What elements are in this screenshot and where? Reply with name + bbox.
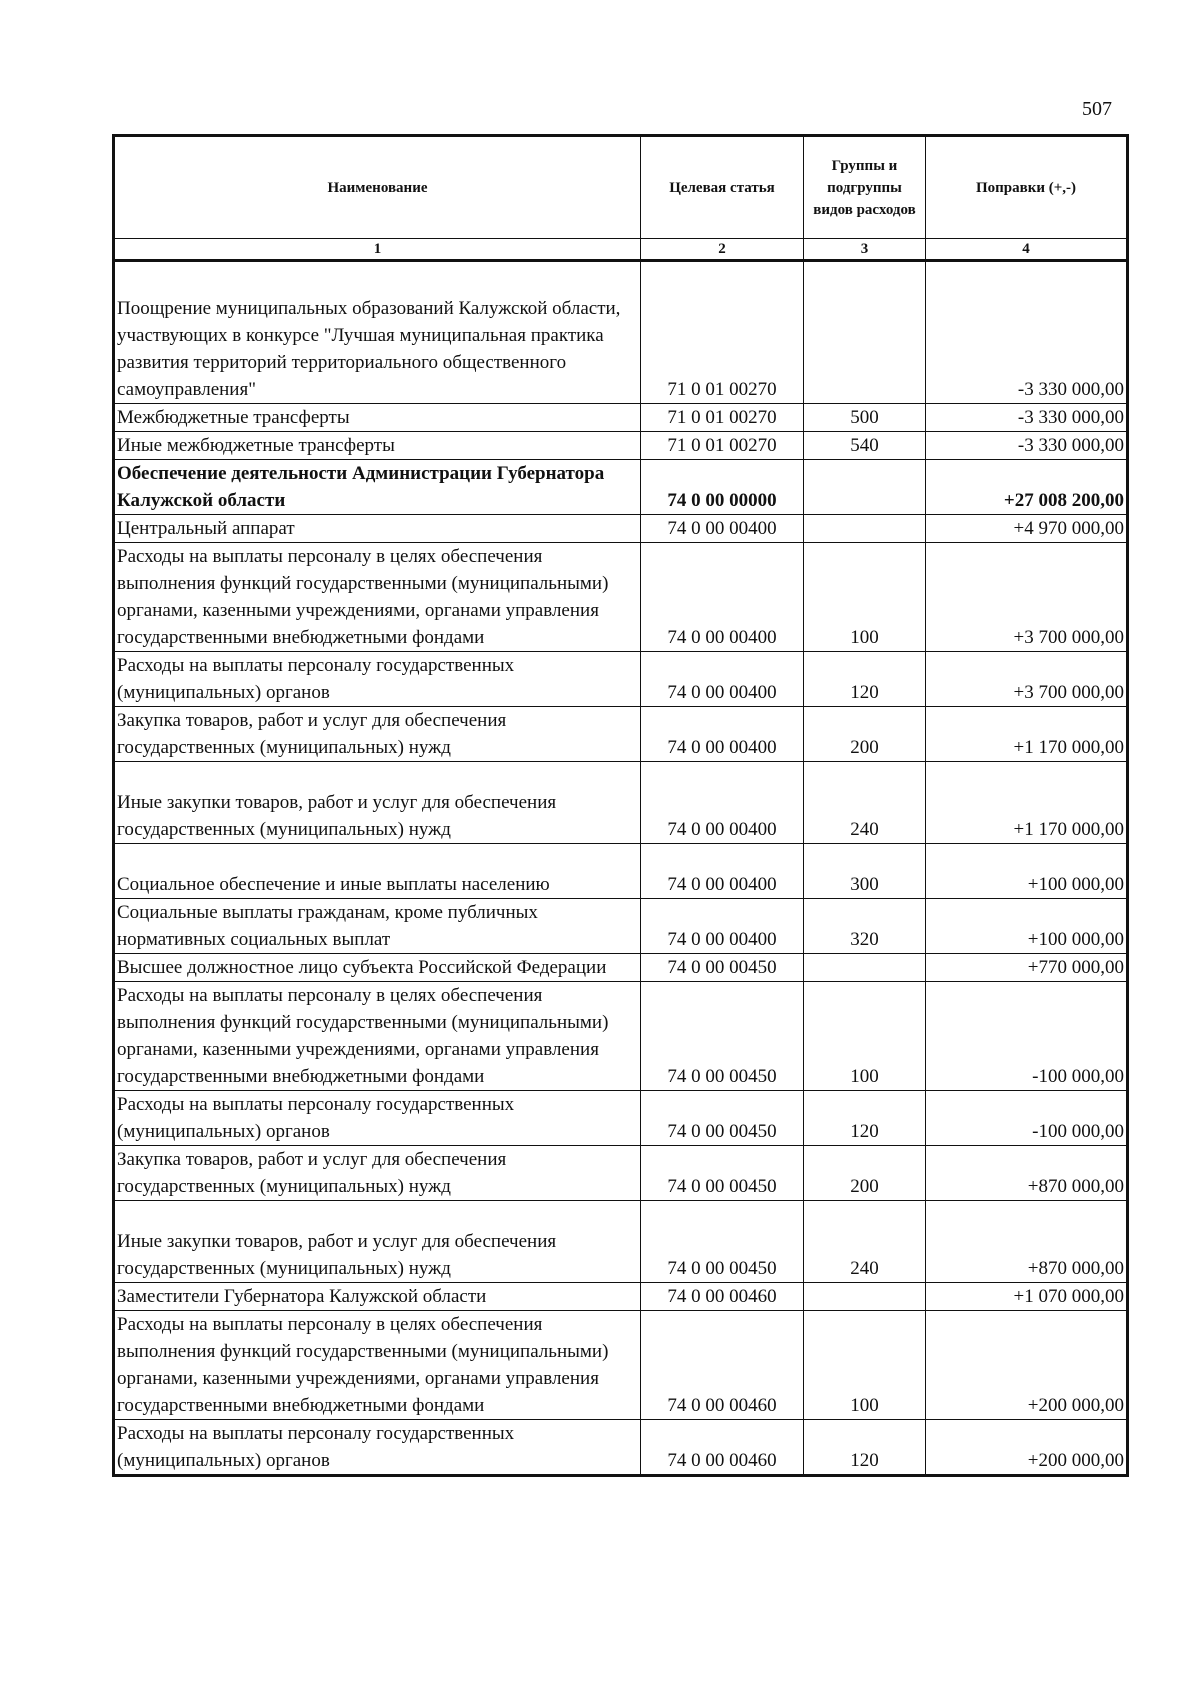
row-expense-group: [804, 261, 926, 404]
row-target-article: 71 0 01 00270: [641, 261, 804, 404]
table-row: [114, 707, 1128, 762]
row-amount: -100 000,00: [926, 1091, 1128, 1146]
header-amendments: Поправки (+,-): [926, 136, 1128, 239]
row-name: Расходы на выплаты персоналу в целях обеспечения выполнения функций государственными (муниципальными) органами, казенными учреждениями, органами управления государственными внебюджетными фондами: [114, 982, 641, 1091]
row-name: Закупка товаров, работ и услуг для обеспечения государственных (муниципальных) нужд: [114, 1146, 641, 1201]
row-name: Поощрение муниципальных образований Калужской области, участвующих в конкурсе "Лучшая муниципальная практика развития территорий территориального общественного самоуправления": [114, 261, 641, 404]
row-expense-group: [804, 1283, 926, 1311]
row-name: Заместители Губернатора Калужской области: [114, 1283, 641, 1311]
table-header-row: [114, 136, 1128, 239]
row-expense-group: [804, 515, 926, 543]
table-row: [114, 844, 1128, 899]
row-target-article: 74 0 00 00000: [641, 460, 804, 515]
header-name: Наименование: [114, 136, 641, 239]
row-target-article: 74 0 00 00450: [641, 1091, 804, 1146]
row-target-article: 74 0 00 00400: [641, 515, 804, 543]
row-amount: +3 700 000,00: [926, 543, 1128, 652]
row-amount: +4 970 000,00: [926, 515, 1128, 543]
row-expense-group: [804, 460, 926, 515]
row-target-article: 74 0 00 00460: [641, 1420, 804, 1476]
row-expense-group: 100: [804, 543, 926, 652]
row-target-article: 71 0 01 00270: [641, 404, 804, 432]
row-amount: +27 008 200,00: [926, 460, 1128, 515]
row-name: Иные закупки товаров, работ и услуг для обеспечения государственных (муниципальных) нужд: [114, 1201, 641, 1283]
row-expense-group: 100: [804, 1311, 926, 1420]
header-target-article: Целевая статья: [641, 136, 804, 239]
row-expense-group: 120: [804, 1091, 926, 1146]
table-row: [114, 762, 1128, 844]
row-name: Расходы на выплаты персоналу в целях обеспечения выполнения функций государственными (муниципальными) органами, казенными учреждениями, органами управления государственными внебюджетными фондами: [114, 1311, 641, 1420]
row-name: Иные закупки товаров, работ и услуг для обеспечения государственных (муниципальных) нужд: [114, 762, 641, 844]
row-amount: -100 000,00: [926, 982, 1128, 1091]
row-target-article: 74 0 00 00450: [641, 1146, 804, 1201]
table-row: [114, 1146, 1128, 1201]
column-number: 3: [804, 239, 926, 261]
table-row: [114, 404, 1128, 432]
row-amount: +100 000,00: [926, 899, 1128, 954]
row-expense-group: 240: [804, 762, 926, 844]
page-number: 507: [1082, 98, 1112, 120]
row-target-article: 74 0 00 00450: [641, 954, 804, 982]
table-row: [114, 1091, 1128, 1146]
row-expense-group: 240: [804, 1201, 926, 1283]
row-amount: +870 000,00: [926, 1201, 1128, 1283]
row-name: Расходы на выплаты персоналу государственных (муниципальных) органов: [114, 1091, 641, 1146]
table-row: [114, 432, 1128, 460]
row-expense-group: [804, 954, 926, 982]
column-number: 2: [641, 239, 804, 261]
row-target-article: 74 0 00 00400: [641, 707, 804, 762]
table-row: [114, 652, 1128, 707]
row-name: Социальные выплаты гражданам, кроме публичных нормативных социальных выплат: [114, 899, 641, 954]
row-name: Межбюджетные трансферты: [114, 404, 641, 432]
table-row: [114, 543, 1128, 652]
row-amount: +870 000,00: [926, 1146, 1128, 1201]
column-number-row: [114, 239, 1128, 261]
row-expense-group: 120: [804, 652, 926, 707]
row-amount: -3 330 000,00: [926, 404, 1128, 432]
row-amount: +3 700 000,00: [926, 652, 1128, 707]
row-name: Расходы на выплаты персоналу государственных (муниципальных) органов: [114, 1420, 641, 1476]
row-name: Иные межбюджетные трансферты: [114, 432, 641, 460]
row-amount: +1 170 000,00: [926, 707, 1128, 762]
row-amount: -3 330 000,00: [926, 261, 1128, 404]
row-expense-group: 200: [804, 707, 926, 762]
row-name: Закупка товаров, работ и услуг для обеспечения государственных (муниципальных) нужд: [114, 707, 641, 762]
row-amount: +1 070 000,00: [926, 1283, 1128, 1311]
row-name: Центральный аппарат: [114, 515, 641, 543]
row-target-article: 74 0 00 00400: [641, 543, 804, 652]
row-target-article: 74 0 00 00400: [641, 652, 804, 707]
row-expense-group: 540: [804, 432, 926, 460]
row-target-article: 74 0 00 00450: [641, 1201, 804, 1283]
table-row: [114, 982, 1128, 1091]
row-target-article: 74 0 00 00400: [641, 844, 804, 899]
row-name: Высшее должностное лицо субъекта Российской Федерации: [114, 954, 641, 982]
row-amount: +200 000,00: [926, 1311, 1128, 1420]
row-target-article: 74 0 00 00460: [641, 1283, 804, 1311]
table-row: [114, 1201, 1128, 1283]
row-amount: +100 000,00: [926, 844, 1128, 899]
table-row: [114, 899, 1128, 954]
row-name: Социальное обеспечение и иные выплаты населению: [114, 844, 641, 899]
table-row: [114, 1420, 1128, 1476]
row-target-article: 74 0 00 00400: [641, 762, 804, 844]
row-amount: +1 170 000,00: [926, 762, 1128, 844]
row-target-article: 71 0 01 00270: [641, 432, 804, 460]
row-target-article: 74 0 00 00450: [641, 982, 804, 1091]
row-target-article: 74 0 00 00400: [641, 899, 804, 954]
table-row: [114, 1283, 1128, 1311]
row-expense-group: 320: [804, 899, 926, 954]
header-expense-groups: Группы и подгруппы видов расходов: [804, 136, 926, 239]
row-name: Расходы на выплаты персоналу в целях обеспечения выполнения функций государственными (муниципальными) органами, казенными учреждениями, органами управления государственными внебюджетными фондами: [114, 543, 641, 652]
row-expense-group: 300: [804, 844, 926, 899]
table-row: [114, 954, 1128, 982]
row-amount: -3 330 000,00: [926, 432, 1128, 460]
column-number: 4: [926, 239, 1128, 261]
row-expense-group: 200: [804, 1146, 926, 1201]
row-expense-group: 100: [804, 982, 926, 1091]
row-expense-group: 500: [804, 404, 926, 432]
row-expense-group: 120: [804, 1420, 926, 1476]
table-row: [114, 261, 1128, 404]
row-name: Расходы на выплаты персоналу государственных (муниципальных) органов: [114, 652, 641, 707]
row-amount: +200 000,00: [926, 1420, 1128, 1476]
row-amount: +770 000,00: [926, 954, 1128, 982]
row-target-article: 74 0 00 00460: [641, 1311, 804, 1420]
column-number: 1: [114, 239, 641, 261]
table-row: [114, 515, 1128, 543]
row-name: Обеспечение деятельности Администрации Губернатора Калужской области: [114, 460, 641, 515]
table-row: [114, 1311, 1128, 1420]
budget-amendments-table: [112, 134, 1129, 1477]
table-row: [114, 460, 1128, 515]
